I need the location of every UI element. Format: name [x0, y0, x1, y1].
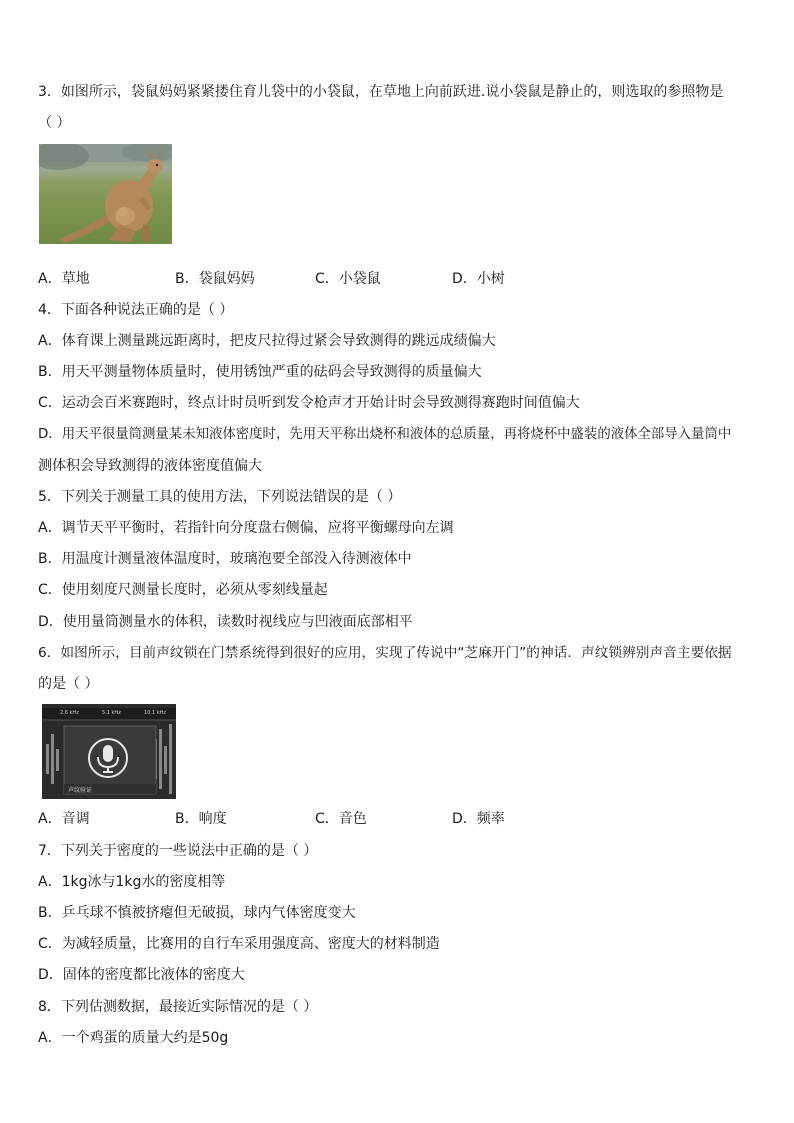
question-6-text-continued: 的是（ ） — [38, 676, 99, 692]
q5-option-c[interactable]: C．使用刻度尺测量长度时，必须从零刻线量起 — [38, 582, 328, 598]
question-6-text: 6．如图所示，目前声纹锁在门禁系统得到很好的应用，实现了传说中“芝麻开门”的神话．声纹锁辨别声音主要依据 — [38, 645, 732, 661]
question-8-text: 8．下列估测数据，最接近实际情况的是（ ） — [38, 999, 318, 1015]
q4-option-d[interactable]: D．用天平很量筒测量某未知液体密度时，先用天平称出烧杯和液体的总质量，再将烧杯中盛装的液体全部导入量筒中 — [38, 427, 732, 442]
question-5-text: 5．下列关于测量工具的使用方法，下列说法错误的是（ ） — [38, 489, 402, 505]
q8-option-a[interactable]: A．一个鸡蛋的质量大约是50g — [38, 1030, 229, 1046]
q6-option-c[interactable]: C．音色 — [315, 811, 367, 827]
q4-option-d-continued: 测体积会导致测得的液体密度值偏大 — [38, 458, 262, 474]
q5-option-a[interactable]: A．调节天平平衡时，若指针向分度盘右侧偏，应将平衡螺母向左调 — [38, 520, 454, 536]
question-3-text: 3．如图所示，袋鼠妈妈紧紧搂住育儿袋中的小袋鼠，在草地上向前跃进.说小袋鼠是静止的，则选取的参照物是 — [38, 84, 724, 100]
q5-option-b[interactable]: B．用温度计测量液体温度时，玻璃泡要全部没入待测液体中 — [38, 551, 412, 567]
voiceprint-lock-image — [42, 704, 176, 799]
voice-freq-label-1: 2.6 kHz — [60, 710, 79, 716]
kangaroo-illustration — [39, 144, 172, 244]
voice-freq-label-3: 10.1 kHz — [144, 710, 167, 716]
q3-option-a[interactable]: A．草地 — [38, 271, 90, 287]
q4-option-a[interactable]: A．体育课上测量跳远距离时，把皮尺拉得过紧会导致测得的跳远成绩偏大 — [38, 333, 496, 349]
q7-option-a[interactable]: A．1kg冰与1kg水的密度相等 — [38, 874, 226, 890]
q5-option-d[interactable]: D．使用量筒测量水的体积，读数时视线应与凹液面底部相平 — [38, 614, 413, 630]
voice-caption: 声纹验证 — [68, 787, 93, 794]
q3-option-d[interactable]: D．小树 — [452, 271, 505, 287]
question-7-text: 7．下列关于密度的一些说法中正确的是（ ） — [38, 843, 318, 859]
q4-option-c[interactable]: C．运动会百米赛跑时，终点计时员听到发令枪声才开始计时会导致测得赛跑时间值偏大 — [38, 395, 580, 411]
q4-option-b[interactable]: B．用天平测量物体质量时，使用锈蚀严重的砝码会导致测得的质量偏大 — [38, 364, 482, 380]
q3-option-c[interactable]: C．小袋鼠 — [315, 271, 381, 287]
q6-option-a[interactable]: A．音调 — [38, 811, 90, 827]
q3-option-b[interactable]: B．袋鼠妈妈 — [175, 271, 255, 287]
question-6-options — [38, 809, 598, 829]
question-3-options — [38, 269, 598, 289]
q7-option-c[interactable]: C．为减轻质量，比赛用的自行车采用强度高、密度大的材料制造 — [38, 936, 440, 952]
question-4-text: 4．下面各种说法正确的是（ ） — [38, 302, 234, 318]
q7-option-b[interactable]: B．乒乓球不慎被挤瘪但无破损，球内气体密度变大 — [38, 905, 356, 921]
voiceprint-illustration — [42, 704, 176, 799]
question-3-paren: （ ） — [38, 115, 71, 131]
voice-freq-label-2: 5.1 kHz — [102, 710, 121, 716]
q7-option-d[interactable]: D．固体的密度都比液体的密度大 — [38, 967, 245, 983]
kangaroo-image — [39, 144, 172, 244]
q6-option-d[interactable]: D．频率 — [452, 811, 505, 827]
q6-option-b[interactable]: B．响度 — [175, 811, 227, 827]
